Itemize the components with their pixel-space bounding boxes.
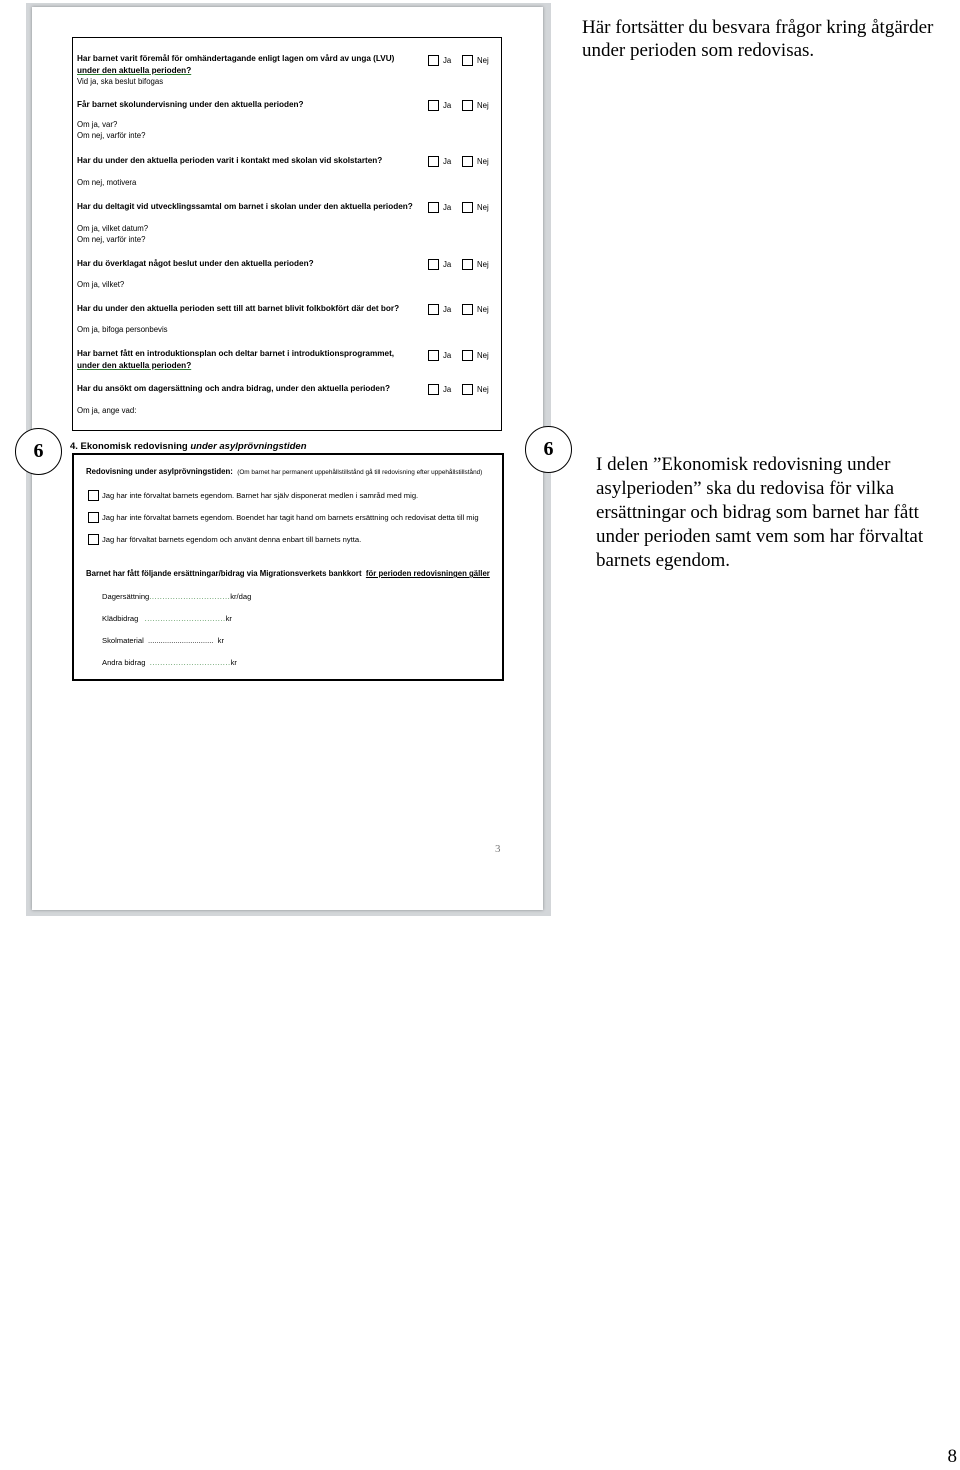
option-not-managed-self: Jag har inte förvaltat barnets egendom. Barnet har själv disponerat medlen i samråd med mig.	[102, 491, 419, 500]
checkbox-nej[interactable]	[462, 259, 473, 270]
question-lvu-cont: under den aktuella perioden?	[77, 66, 192, 75]
question-intro-plan: Har barnet fått en introduktionsplan och deltar barnet i introduktionsprogrammet,	[77, 349, 395, 358]
amount-row	[102, 658, 237, 667]
financial-heading-note: (Om barnet har permanent uppehållstillstånd gå till redovisning efter uppehållstillstånd)	[237, 469, 483, 476]
nej-label: Nej	[477, 305, 489, 314]
section-4-title-main: 4. Ekonomisk redovisning	[70, 441, 188, 452]
option-managed: Jag har förvaltat barnets egendom och använt denna enbart till barnets nytta.	[102, 535, 362, 544]
checkbox-nej[interactable]	[462, 304, 473, 315]
note-school-yes: Om ja, var?	[77, 120, 118, 129]
amount-field[interactable]: ...............................	[149, 592, 231, 601]
explanation-text: I delen ”Ekonomisk redovisning under asylperioden” ska du redovisa för vilka ersättningar och bidrag som barnet har fått under perioden samt vem som har förvaltat barnets egendom.	[596, 454, 924, 571]
amount-field[interactable]: ...............................	[144, 614, 226, 623]
section-4-title-italic: under asylprövningstiden	[190, 441, 307, 452]
note-school-contact: Om nej, motivera	[77, 178, 137, 187]
financial-question-text: Barnet har fått följande ersättningar/bidrag via Migrationsverkets bankkort	[86, 569, 362, 578]
question-registration: Har du under den aktuella perioden sett till att barnet blivit folkbokfört där det bor?	[77, 304, 400, 313]
amount-unit: kr	[217, 636, 224, 645]
note-appeal: Om ja, vilket?	[77, 280, 125, 289]
checkbox-ja[interactable]	[428, 156, 439, 167]
checkbox-ja[interactable]	[428, 350, 439, 361]
amount-label: Andra bidrag	[102, 658, 146, 667]
question-school: Får barnet skolundervisning under den aktuella perioden?	[77, 100, 304, 109]
form-page-number: 3	[495, 843, 501, 855]
checkbox-nej[interactable]	[462, 350, 473, 361]
financial-heading	[86, 467, 482, 476]
option-checkbox[interactable]	[88, 490, 99, 501]
checkbox-ja[interactable]	[428, 259, 439, 270]
ja-label: Ja	[443, 260, 452, 269]
financial-heading-text: Redovisning under asylprövningstiden:	[86, 467, 233, 476]
amount-field[interactable]: ...............................	[149, 658, 231, 667]
option-checkbox[interactable]	[88, 534, 99, 545]
nej-label: Nej	[477, 157, 489, 166]
step-badge-left: 6	[15, 428, 62, 475]
form-page	[32, 7, 543, 910]
amount-row	[102, 592, 251, 601]
intro-text: Här fortsätter du besvara frågor kring åtgärder under perioden som redovisas.	[582, 17, 934, 61]
ja-label: Ja	[443, 203, 452, 212]
nej-label: Nej	[477, 385, 489, 394]
ja-label: Ja	[443, 351, 452, 360]
amount-unit: kr	[225, 614, 232, 623]
ja-label: Ja	[443, 305, 452, 314]
option-checkbox[interactable]	[88, 512, 99, 523]
checkbox-nej[interactable]	[462, 100, 473, 111]
financial-box	[72, 453, 504, 681]
nej-label: Nej	[477, 351, 489, 360]
checkbox-nej[interactable]	[462, 202, 473, 213]
amount-unit: kr	[230, 658, 237, 667]
nej-label: Nej	[477, 56, 489, 65]
checkbox-ja[interactable]	[428, 304, 439, 315]
amount-label: Klädbidrag	[102, 614, 139, 623]
checkbox-ja[interactable]	[428, 202, 439, 213]
ja-label: Ja	[443, 56, 452, 65]
amount-row	[102, 614, 232, 623]
question-lvu: Har barnet varit föremål för omhändertagande enligt lagen om vård av unga (LVU)	[77, 54, 395, 63]
note-school-no: Om nej, varför inte?	[77, 131, 146, 140]
question-intro-plan-cont: under den aktuella perioden?	[77, 361, 192, 370]
question-allowance: Har du ansökt om dagersättning och andra bidrag, under den aktuella perioden?	[77, 384, 390, 393]
checkbox-ja[interactable]	[428, 100, 439, 111]
section-4-title	[70, 441, 307, 452]
note-dev-talk-yes: Om ja, vilket datum?	[77, 224, 149, 233]
question-dev-talk: Har du deltagit vid utvecklingssamtal om barnet i skolan under den aktuella perioden?	[77, 202, 413, 211]
page-number: 8	[947, 1446, 957, 1467]
nej-label: Nej	[477, 260, 489, 269]
checkbox-nej[interactable]	[462, 55, 473, 66]
amount-row	[102, 636, 224, 645]
note-registration: Om ja, bifoga personbevis	[77, 325, 168, 334]
financial-question-underlined: för perioden redovisningen gäller	[365, 569, 490, 578]
note-dev-talk-no: Om nej, varför inte?	[77, 235, 146, 244]
nej-label: Nej	[477, 203, 489, 212]
questions-box	[72, 37, 502, 431]
note-allowance: Om ja, ange vad:	[77, 406, 137, 415]
option-not-managed-housing: Jag har inte förvaltat barnets egendom. Boendet har tagit hand om barnets ersättning och redovisat detta till mig	[102, 513, 479, 522]
step-badge-right: 6	[525, 426, 572, 473]
ja-label: Ja	[443, 101, 452, 110]
amount-label: Skolmaterial	[102, 636, 144, 645]
financial-question	[86, 569, 490, 578]
nej-label: Nej	[477, 101, 489, 110]
question-school-contact: Har du under den aktuella perioden varit i kontakt med skolan vid skolstarten?	[77, 156, 383, 165]
checkbox-ja[interactable]	[428, 55, 439, 66]
amount-field[interactable]: ...............................	[148, 636, 214, 645]
form-screenshot	[26, 3, 551, 916]
note-lvu: Vid ja, ska beslut bifogas	[77, 77, 164, 86]
checkbox-ja[interactable]	[428, 384, 439, 395]
checkbox-nej[interactable]	[462, 384, 473, 395]
question-appeal: Har du överklagat något beslut under den aktuella perioden?	[77, 259, 314, 268]
checkbox-nej[interactable]	[462, 156, 473, 167]
ja-label: Ja	[443, 385, 452, 394]
amount-label: Dagersättning	[102, 592, 150, 601]
ja-label: Ja	[443, 157, 452, 166]
amount-unit: kr/dag	[230, 592, 252, 601]
